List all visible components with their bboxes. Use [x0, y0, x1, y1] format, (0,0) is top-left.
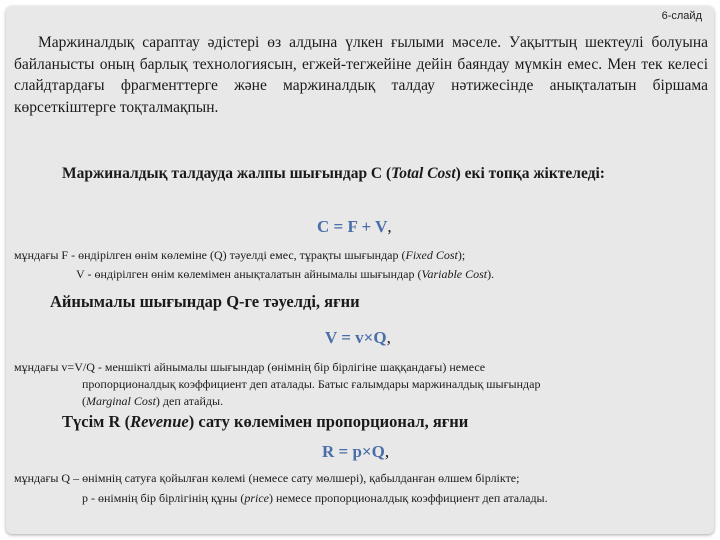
formula-variable-cost: V = v×Q, [325, 328, 391, 347]
formula-total-cost: C = F + V, [317, 217, 392, 236]
formula-revenue: R = p×Q, [322, 442, 390, 461]
fixed-cost-definition: мұндағы F - өндірілген өнім көлеміне (Q) тәуелді емес, тұрақты шығындар (Fixed Cost); [14, 248, 466, 262]
price-term: price [244, 491, 269, 505]
total-cost-term: Total Cost [391, 165, 456, 182]
slide-number: 6-слайд [661, 10, 702, 22]
variable-cost-heading: Айнымалы шығындар Q-ге тәуелді, яғни [50, 292, 360, 311]
revenue-term: Revenue [130, 412, 189, 431]
slide [6, 6, 714, 534]
marginal-cost-term: Marginal Cost [86, 394, 156, 408]
cost-split-heading: Маржиналдық талдауда жалпы шығындар С (Total Cost) екі топқа жіктеледі: [62, 165, 605, 182]
intro-paragraph [14, 32, 708, 118]
revenue-heading: Түсім R (Revenue) сату көлемімен пропорционал, яғни [62, 412, 469, 431]
variable-cost-definition: V - өндірілген өнім көлемімен анықталатын айнымалы шығындар (Variable Cost). [76, 267, 495, 281]
marginal-cost-definition: мұндағы v=V/Q - меншікті айнымалы шығындар (өнімнің бір бірлігіне шаққандағы) немесе пропорционалдық коэффициент деп аталады. Батыс ғалымдары маржиналдық шығындар (Marginal Cost) деп атайды. [14, 360, 541, 408]
intro-text: Маржиналдық сараптау әдістері өз алдына үлкен ғылыми мәселе. Уақыттың шектеулі болуына байланысты оның барлық технологиясын, егжей-тегжейіне дейін баяндау мүмкін емес. Мен тек келесі слайдтардағы фрагменттерге және маржиналдық талдау нәтижесінде анықталатын біршама көрсеткіштерге тоқталмақпын. [14, 34, 708, 116]
quantity-definition: мұндағы Q – өнімнің сатуға қойылған көлемі (немесе сату мөлшері), қабылданған өлшем бірлікте; [14, 471, 520, 485]
price-definition: р - өнімнің бір бірлігінің құны (price) немесе пропорционалдық коэффициент деп аталады. [82, 491, 548, 505]
